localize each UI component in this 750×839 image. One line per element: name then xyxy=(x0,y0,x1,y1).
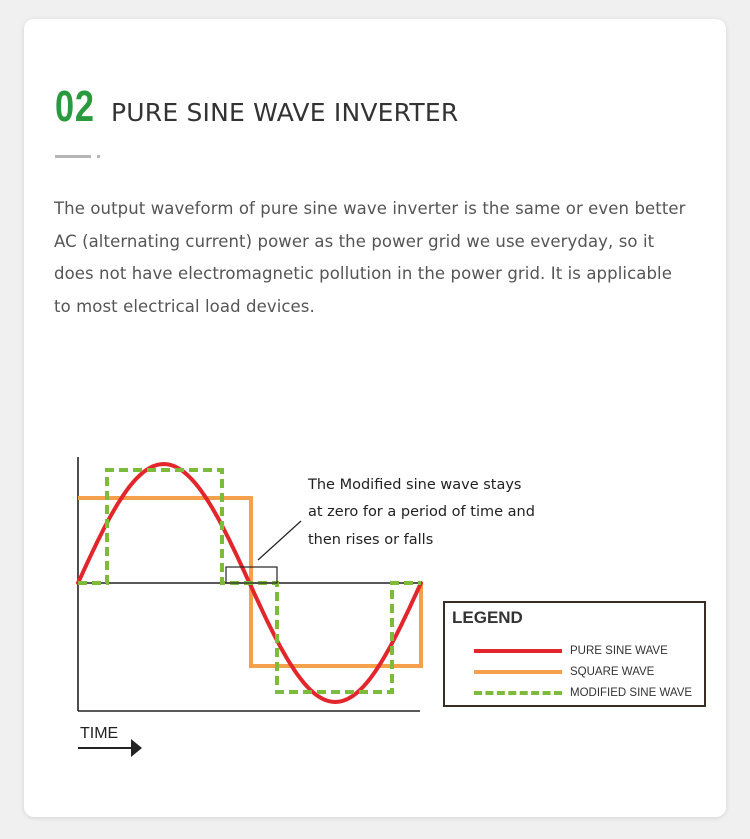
annotation-line-2: at zero for a period of time and xyxy=(308,504,535,520)
legend-title: LEGEND xyxy=(452,608,523,627)
legend-label-sine: PURE SINE WAVE xyxy=(570,645,668,657)
legend-label-square: SQUARE WAVE xyxy=(570,666,655,678)
legend-swatch-modified xyxy=(474,691,562,695)
legend-box xyxy=(443,601,706,707)
annotation-line-1: The Modified sine wave stays xyxy=(308,477,522,493)
section-title: PURE SINE WAVE INVERTER xyxy=(111,98,459,127)
time-arrow-icon xyxy=(131,739,142,757)
legend-label-modified: MODIFIED SINE WAVE xyxy=(570,687,693,699)
annotation-leader-line xyxy=(258,521,301,560)
legend-item-square xyxy=(474,663,654,681)
section-number: 02 xyxy=(55,82,95,131)
time-axis-label: TIME xyxy=(80,725,119,742)
annotation-line-3: then rises or falls xyxy=(308,532,434,548)
legend-swatch-square xyxy=(474,670,562,674)
legend-item-modified xyxy=(474,684,692,702)
legend-swatch-sine xyxy=(474,649,562,653)
legend-item-pure-sine xyxy=(474,642,668,660)
description-text: The output waveform of pure sine wave inverter is the same or even better AC (alternating current) power as the power grid we use everyday, so it does not have electromagnetic pollution in the power grid. It is applicable to most electrical load devices. xyxy=(54,199,686,316)
